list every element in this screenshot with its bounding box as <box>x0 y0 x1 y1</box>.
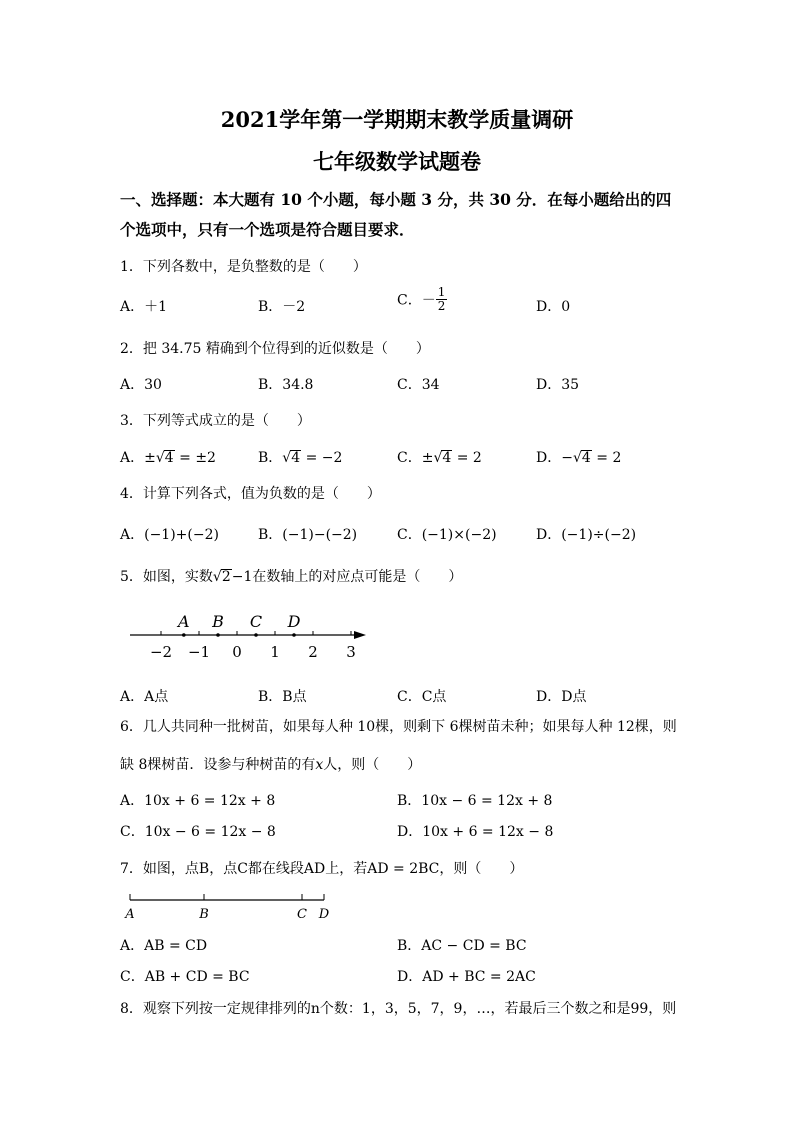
sqrt-symbol: √ <box>212 569 222 585</box>
q3-option-c <box>397 447 482 467</box>
q4-option-c: C．(−1)×(−2) <box>397 527 497 543</box>
number-line-tick-label: 3 <box>346 643 356 661</box>
q6-line2-suffix: 人，则（ ） <box>323 757 422 773</box>
number-line-point-label: C <box>249 612 263 631</box>
q6-option-c: C．10x − 6 = 12x − 8 <box>120 824 276 840</box>
q3-b-suffix: = −2 <box>301 450 343 466</box>
question-6-line1: 6．几人共同种一批树苗，如果每人种 10棵，则剩下 6棵树苗未种；如果每人种 12棵，则 <box>120 719 677 735</box>
q3-option-d <box>536 447 621 467</box>
q6-line2-prefix: 缺 8棵树苗．设参与种树苗的有 <box>120 757 316 773</box>
q4-option-d: D．(−1)÷(−2) <box>536 527 637 543</box>
segment-point-label: D <box>318 907 330 922</box>
q3-d-suffix: = 2 <box>591 450 622 466</box>
number-line-tick-label: 0 <box>232 643 242 661</box>
sqrt-symbol: √ <box>282 450 292 466</box>
fraction-numerator: 1 <box>437 285 446 299</box>
question-6-line2 <box>120 754 421 774</box>
section-heading-line2: 个选项中，只有一个选项是符合题目要求． <box>120 220 415 239</box>
number-line-point-label: A <box>178 612 190 631</box>
radicand: 2 <box>221 569 231 585</box>
line-segment-figure <box>120 890 340 926</box>
q6-option-d: D．10x + 6 = 12x − 8 <box>397 824 554 840</box>
number-line-point <box>292 633 296 637</box>
q5-option-c: C．C点 <box>397 689 447 705</box>
exam-title: 2021学年第一学期期末教学质量调研 <box>220 107 574 132</box>
q7-option-a: A．AB = CD <box>120 938 208 954</box>
exam-subtitle: 七年级数学试题卷 <box>313 149 481 174</box>
q3-b-prefix: B． <box>258 450 283 466</box>
q6-variable: x <box>315 757 324 773</box>
radicand: 4 <box>291 450 301 466</box>
q3-a-suffix: = ±2 <box>174 450 216 466</box>
q6-option-b: B．10x − 6 = 12x + 8 <box>397 793 553 809</box>
segment-point-label: A <box>125 907 135 922</box>
q5-stem-suffix: −1在数轴上的对应点可能是（ ） <box>231 569 463 585</box>
q3-option-a <box>120 447 216 467</box>
number-line-point-label: D <box>287 612 301 631</box>
q4-option-a: A．(−1)+(−2) <box>120 527 219 543</box>
q5-option-a: A．A点 <box>120 689 169 705</box>
radicand: 4 <box>164 450 174 466</box>
question-1-stem: 1．下列各数中，是负整数的是（ ） <box>120 259 367 275</box>
question-2-stem: 2．把 34.75 精确到个位得到的近似数是（ ） <box>120 341 430 357</box>
q7-option-b: B．AC − CD = BC <box>397 938 527 954</box>
sqrt-symbol: √ <box>572 450 582 466</box>
number-line-point <box>254 633 258 637</box>
question-8-stem: 8．观察下列按一定规律排列的n个数：1，3，5，7，9，…，若最后三个数之和是99，则 <box>120 1001 677 1017</box>
segment-point-label: C <box>297 907 307 922</box>
q1-option-c <box>397 286 447 313</box>
q5-stem-prefix: 5．如图，实数 <box>120 569 213 585</box>
sqrt-symbol: √ <box>155 450 165 466</box>
q7-option-c: C．AB + CD = BC <box>120 969 250 985</box>
q7-option-d: D．AD + BC = 2AC <box>397 969 536 985</box>
q3-c-prefix: C．± <box>397 450 434 466</box>
q3-c-suffix: = 2 <box>452 450 482 466</box>
q2-option-d: D．35 <box>536 377 580 393</box>
fraction <box>436 286 448 313</box>
number-line-tick-label: −2 <box>149 643 173 661</box>
q3-d-prefix: D．− <box>536 450 573 466</box>
q4-option-b: B．(−1)−(−2) <box>258 527 358 543</box>
q6-option-a: A．10x + 6 = 12x + 8 <box>120 793 276 809</box>
number-line-figure <box>120 608 380 664</box>
q2-option-a: A．30 <box>120 377 162 393</box>
q1-option-c-prefix: C．－ <box>397 292 436 309</box>
q1-option-b: B．－2 <box>258 299 306 315</box>
q5-option-b: B．B点 <box>258 689 307 705</box>
number-line-tick-label: −1 <box>187 643 211 661</box>
question-3-stem: 3．下列等式成立的是（ ） <box>120 413 311 429</box>
sqrt-symbol: √ <box>433 450 443 466</box>
q1-option-a: A．＋1 <box>120 299 168 315</box>
section-heading-line1: 一、选择题：本大题有 10 个小题，每小题 3 分，共 30 分．在每小题给出的四 <box>120 190 672 209</box>
q1-option-d: D．0 <box>536 299 571 315</box>
q5-option-d: D．D点 <box>536 689 587 705</box>
question-7-stem: 7．如图，点B，点C都在线段AD上，若AD = 2BC，则（ ） <box>120 861 524 877</box>
number-line-point <box>182 633 186 637</box>
segment-point-label: B <box>199 907 209 922</box>
question-5-stem <box>120 566 462 586</box>
q3-a-prefix: A．± <box>120 450 156 466</box>
question-4-stem: 4．计算下列各式，值为负数的是（ ） <box>120 486 381 502</box>
number-line-point <box>216 633 220 637</box>
radicand: 4 <box>442 450 452 466</box>
q2-option-b: B．34.8 <box>258 377 314 393</box>
number-line-arrow <box>354 631 366 639</box>
radicand: 4 <box>581 450 591 466</box>
q2-option-c: C．34 <box>397 377 440 393</box>
fraction-denominator: 2 <box>437 299 446 314</box>
q3-option-b <box>258 447 342 467</box>
number-line-point-label: B <box>212 612 224 631</box>
number-line-tick-label: 1 <box>270 643 280 661</box>
number-line-tick-label: 2 <box>308 643 318 661</box>
